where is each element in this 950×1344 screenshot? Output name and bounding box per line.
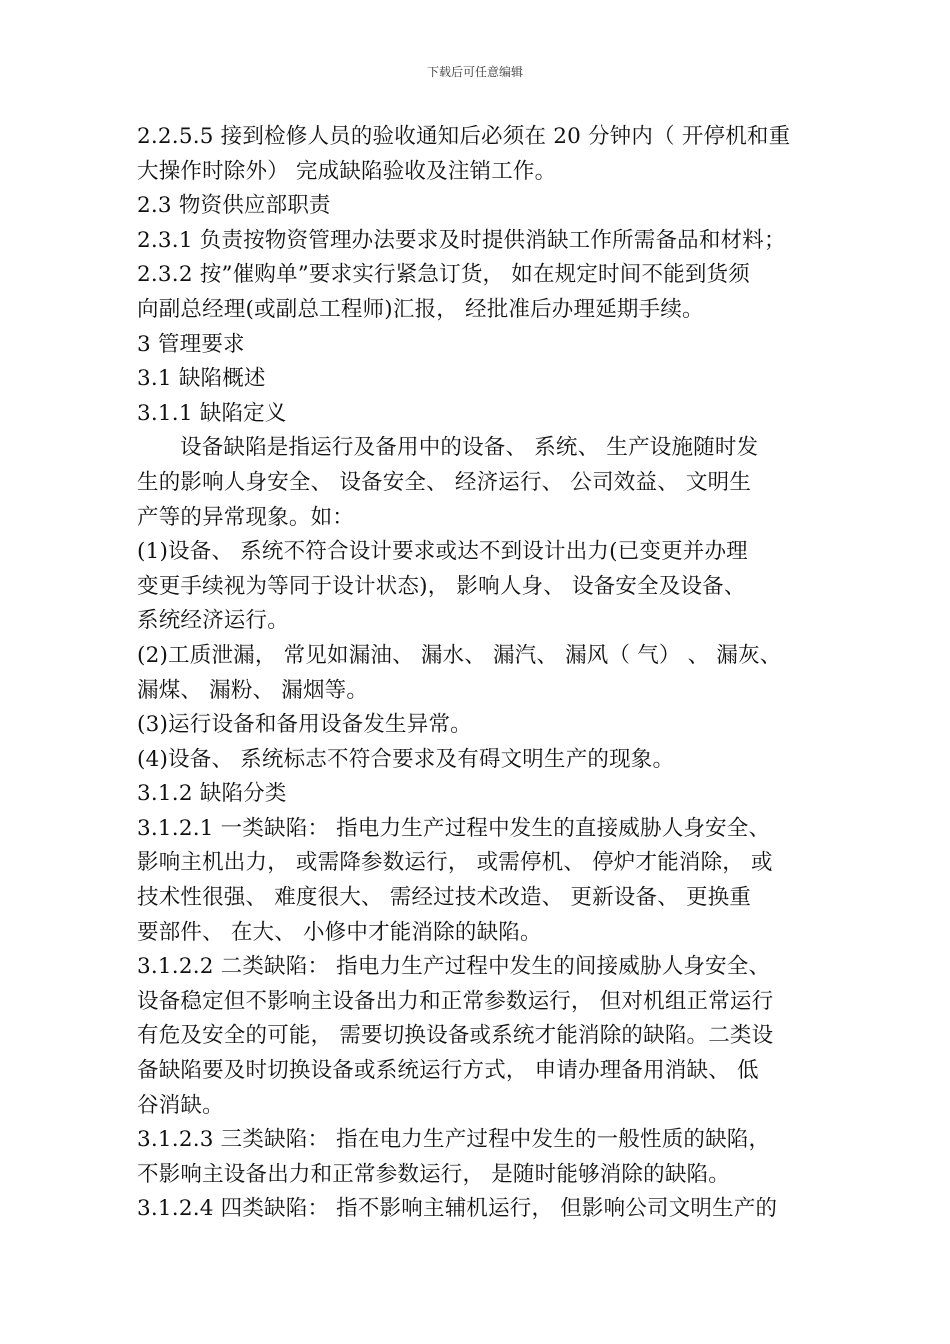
text-line: 3.1.1 缺陷定义 xyxy=(137,400,287,426)
text-line: (2)工质泄漏， 常见如漏油、 漏水、 漏汽、 漏风（ 气） 、 漏灰、 xyxy=(137,642,782,668)
text-line: 漏煤、 漏粉、 漏烟等。 xyxy=(137,677,369,703)
text-line: 谷消缺。 xyxy=(137,1092,224,1118)
text-line: 设备稳定但不影响主设备出力和正常参数运行， 但对机组正常运行 xyxy=(137,988,774,1014)
text-line: 要部件、 在大、 小修中才能消除的缺陷。 xyxy=(137,919,542,945)
text-line: 大操作时除外） 完成缺陷验收及注销工作。 xyxy=(137,158,557,184)
text-line: 技术性很强、 难度很大、 需经过技术改造、 更新设备、 更换重 xyxy=(137,885,752,911)
text-line: 向副总经理(或副总工程师)汇报， 经批准后办理延期手续。 xyxy=(137,296,704,322)
text-line: 2.3.2 按”催购单”要求实行紧急订货， 如在规定时间不能到货须 xyxy=(137,262,750,288)
text-line: 3.1.2.1 一类缺陷： 指电力生产过程中发生的直接威胁人身安全、 xyxy=(137,815,771,841)
text-line: 产等的异常现象。如： xyxy=(137,504,355,530)
text-line: 2.3.1 负责按物资管理办法要求及时提供消缺工作所需备品和材料； xyxy=(137,227,786,253)
text-line: 2.2.5.5 接到检修人员的验收通知后必须在 20 分钟内（ 开停机和重 xyxy=(137,124,791,149)
text-line: 有危及安全的可能， 需要切换设备或系统才能消除的缺陷。二类设 xyxy=(137,1023,774,1049)
text-line: (3)运行设备和备用设备发生异常。 xyxy=(137,712,472,738)
text-line: 变更手续视为等同于设计状态)， 影响人身、 设备安全及设备、 xyxy=(137,573,746,599)
text-line: 2.3 物资供应部职责 xyxy=(137,193,331,219)
text-line: 不影响主设备出力和正常参数运行， 是随时能够消除的缺陷。 xyxy=(137,1161,730,1187)
text-line: 设备缺陷是指运行及备用中的设备、 系统、 生产设施随时发 xyxy=(180,435,759,461)
text-line: 影响主机出力， 或需降参数运行， 或需停机、 停炉才能消除， 或 xyxy=(137,850,773,876)
text-line: 系统经济运行。 xyxy=(137,608,289,634)
page-header: 下载后可任意编辑 xyxy=(426,65,523,79)
text-line: (4)设备、 系统标志不符合要求及有碍文明生产的现象。 xyxy=(137,746,675,772)
text-line: 3 管理要求 xyxy=(137,331,245,357)
text-line: 3.1.2 缺陷分类 xyxy=(137,781,287,807)
text-line: 3.1 缺陷概述 xyxy=(137,366,266,392)
text-line: 3.1.2.4 四类缺陷： 指不影响主辅机运行， 但影响公司文明生产的 xyxy=(137,1196,778,1222)
document-body xyxy=(137,120,827,1227)
text-line: 生的影响人身安全、 设备安全、 经济运行、 公司效益、 文明生 xyxy=(137,469,752,495)
text-line: 3.1.2.2 二类缺陷： 指电力生产过程中发生的间接威胁人身安全、 xyxy=(137,954,771,980)
text-line: 3.1.2.3 三类缺陷： 指在电力生产过程中发生的一般性质的缺陷， xyxy=(137,1127,771,1153)
text-line: 备缺陷要及时切换设备或系统运行方式， 申请办理备用消缺、 低 xyxy=(137,1058,759,1084)
text-line: (1)设备、 系统不符合设计要求或达不到设计出力(已变更并办理 xyxy=(137,539,748,565)
